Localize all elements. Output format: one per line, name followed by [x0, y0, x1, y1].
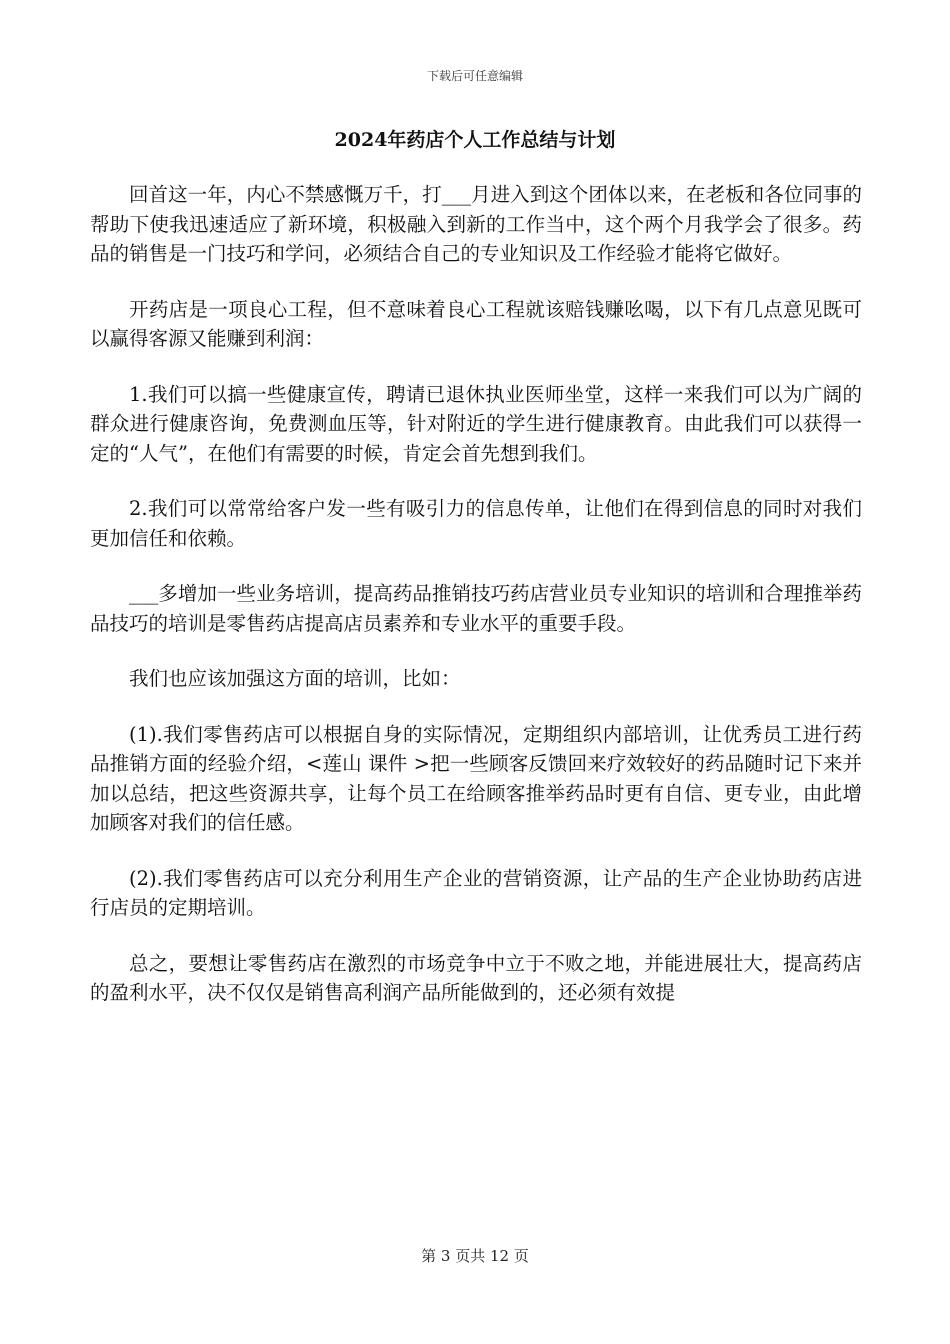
paragraph: 开药店是一项良心工程，但不意味着良心工程就该赔钱赚吆喝，以下有几点意见既可以赢得客源又能赚到利润：	[90, 297, 862, 350]
paragraph: 总之，要想让零售药店在激烈的市场竞争中立于不败之地，并能进展壮大，提高药店的盈利水平，决不仅仅是销售高利润产品所能做到的，还必须有效提	[90, 951, 862, 1004]
page-header-note: 下载后可任意编辑	[426, 69, 523, 83]
paragraph: 回首这一年，内心不禁感慨万千，打___月进入到这个团体以来，在老板和各位同事的帮助下使我迅速适应了新环境，积极融入到新的工作当中，这个两个月我学会了很多。药品的销售是一门技巧和学问，必须结合自己的专业知识及工作经验才能将它做好。	[90, 183, 862, 265]
document-title: 2024年药店个人工作总结与计划	[334, 129, 616, 151]
paragraph: (2).我们零售药店可以充分利用生产企业的营销资源，让产品的生产企业协助药店进行店员的定期培训。	[90, 866, 862, 919]
document-body	[90, 180, 862, 1034]
paragraph: 1.我们可以搞一些健康宣传，聘请已退休执业医师坐堂，这样一来我们可以为广阔的群众进行健康咨询，免费测血压等，针对附近的学生进行健康教育。由此我们可以获得一定的“人气”，在他们有需要的时候，肯定会首先想到我们。	[90, 382, 862, 465]
page-footer-number: 第 3 页共 12 页	[421, 1247, 529, 1265]
paragraph: ___多增加一些业务培训，提高药品推销技巧药店营业员专业知识的培训和合理推举药品技巧的培训是零售药店提高店员素养和专业水平的重要手段。	[90, 582, 862, 635]
paragraph: (1).我们零售药店可以根据自身的实际情况，定期组织内部培训，让优秀员工进行药品推销方面的经验介绍，<莲山 课件 >把一些顾客反馈回来疗效较好的药品随时记下来并加以总结，把这些资源共享，让每个员工在给顾客推举药品时更有自信、更专业，由此增加顾客对我们的信任感。	[90, 722, 862, 834]
paragraph: 我们也应该加强这方面的培训，比如：	[129, 667, 461, 690]
paragraph: 2.我们可以常常给客户发一些有吸引力的信息传单，让他们在得到信息的同时对我们更加信任和依赖。	[90, 497, 862, 550]
